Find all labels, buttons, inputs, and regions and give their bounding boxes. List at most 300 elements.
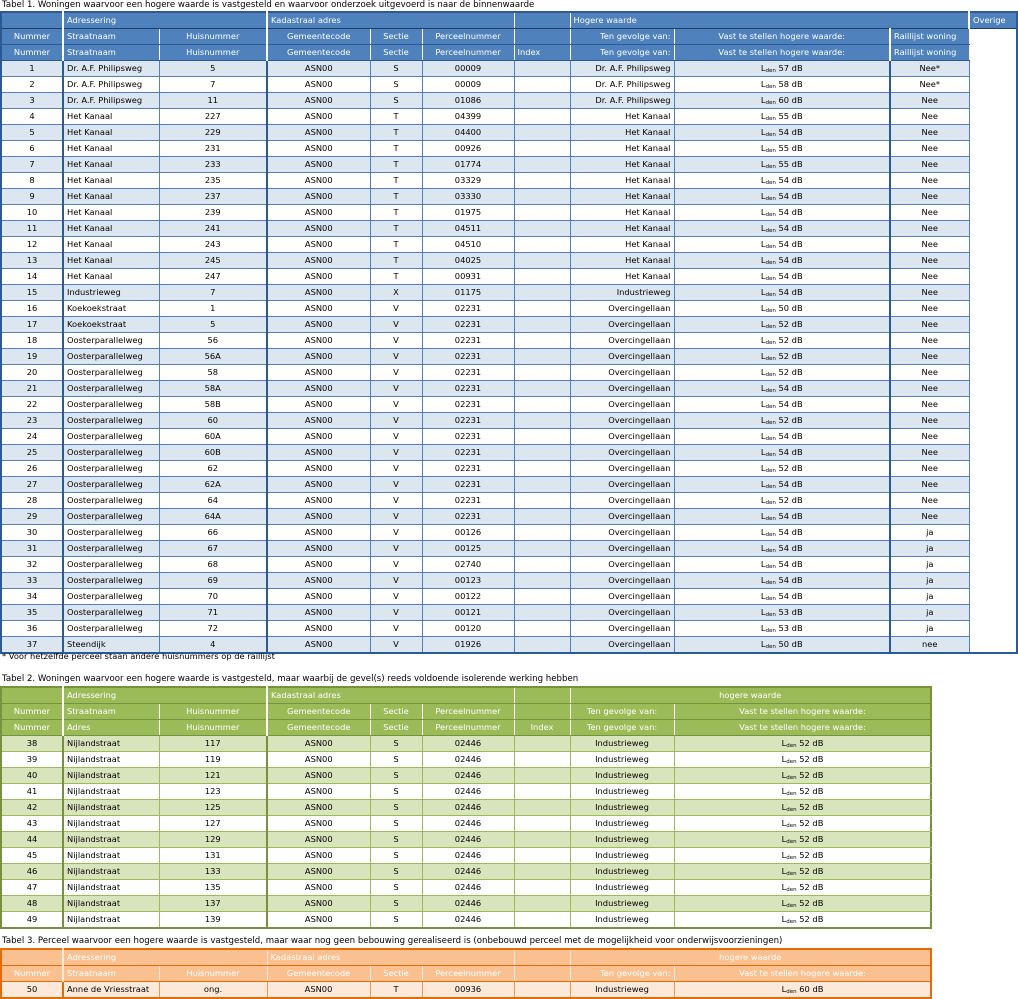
municipality-code: ASN00 bbox=[267, 189, 370, 205]
column-header: Gemeentecode bbox=[267, 704, 370, 720]
rail-list-dwelling: Nee bbox=[890, 509, 969, 525]
unit-base: L bbox=[760, 127, 766, 137]
rail-list-dwelling: Nee bbox=[890, 365, 969, 381]
municipality-code: ASN00 bbox=[267, 157, 370, 173]
value-text: 54 dB bbox=[778, 383, 803, 393]
header-blank bbox=[1, 12, 63, 29]
parcel-number: 02740 bbox=[422, 557, 514, 573]
street-name: Oosterparallelweg bbox=[63, 541, 159, 557]
unit-sub: den bbox=[765, 356, 776, 362]
row-number: 34 bbox=[1, 589, 63, 605]
header-blank bbox=[514, 949, 570, 966]
higher-value bbox=[674, 637, 890, 654]
row-number: 27 bbox=[1, 477, 63, 493]
unit-base: L bbox=[760, 495, 766, 505]
table-row bbox=[1, 573, 1017, 589]
index bbox=[514, 333, 570, 349]
index bbox=[514, 621, 570, 637]
unit-base: L bbox=[760, 607, 766, 617]
parcel-number: 02446 bbox=[422, 768, 514, 784]
table-row bbox=[1, 77, 1017, 93]
value-text: 54 dB bbox=[778, 175, 803, 185]
table-row bbox=[1, 301, 1017, 317]
rail-list-dwelling: Nee* bbox=[890, 61, 969, 77]
index bbox=[514, 77, 570, 93]
street-name: Het Kanaal bbox=[63, 189, 159, 205]
rail-list-dwelling: Nee bbox=[890, 397, 969, 413]
house-number: 58B bbox=[159, 397, 267, 413]
unit-base: L bbox=[781, 984, 787, 994]
higher-value bbox=[674, 982, 931, 999]
row-number: 28 bbox=[1, 493, 63, 509]
house-number: 231 bbox=[159, 141, 267, 157]
column-header: Huisnummer bbox=[159, 45, 267, 61]
unit-base: L bbox=[760, 543, 766, 553]
value-text: 60 dB bbox=[799, 984, 824, 994]
unit-sub: den bbox=[765, 580, 776, 586]
parcel-number: 02446 bbox=[422, 832, 514, 848]
row-number: 25 bbox=[1, 445, 63, 461]
unit-base: L bbox=[760, 287, 766, 297]
parcel-number: 02446 bbox=[422, 752, 514, 768]
table-row bbox=[1, 141, 1017, 157]
table-row bbox=[1, 317, 1017, 333]
section: T bbox=[370, 269, 422, 285]
row-number: 16 bbox=[1, 301, 63, 317]
table-row bbox=[1, 397, 1017, 413]
higher-value bbox=[674, 301, 890, 317]
table-row bbox=[1, 237, 1017, 253]
unit-sub: den bbox=[765, 100, 776, 106]
street-name: Oosterparallelweg bbox=[63, 413, 159, 429]
column-header: Sectie bbox=[370, 29, 422, 45]
row-number: 14 bbox=[1, 269, 63, 285]
table-row bbox=[1, 752, 931, 768]
unit-sub: den bbox=[765, 468, 776, 474]
higher-value bbox=[674, 784, 931, 800]
house-number: 56 bbox=[159, 333, 267, 349]
header-blank bbox=[1, 949, 63, 966]
parcel-number: 01774 bbox=[422, 157, 514, 173]
table2-title: Tabel 2. Woningen waarvoor een hogere waarde is vastgesteld, maar waarbij de gevel(s) reeds voldoende isolerende werking hebben bbox=[2, 674, 579, 684]
municipality-code: ASN00 bbox=[267, 573, 370, 589]
section: S bbox=[370, 768, 422, 784]
parcel-number: 02231 bbox=[422, 317, 514, 333]
section: S bbox=[370, 896, 422, 912]
unit-base: L bbox=[781, 914, 787, 924]
section: S bbox=[370, 912, 422, 929]
rail-list-dwelling: Nee bbox=[890, 317, 969, 333]
table-row bbox=[1, 445, 1017, 461]
column-header: Vast te stellen hogere waarde: bbox=[674, 720, 931, 736]
value-text: 52 dB bbox=[799, 786, 824, 796]
section: V bbox=[370, 317, 422, 333]
parcel-number: 00926 bbox=[422, 141, 514, 157]
parcel-number: 02231 bbox=[422, 349, 514, 365]
unit-base: L bbox=[781, 738, 787, 748]
municipality-code: ASN00 bbox=[267, 864, 370, 880]
row-number: 39 bbox=[1, 752, 63, 768]
municipality-code: ASN00 bbox=[267, 205, 370, 221]
table-row bbox=[1, 461, 1017, 477]
column-header: Nummer bbox=[1, 720, 63, 736]
street-name: Dr. A.F. Philipsweg bbox=[63, 61, 159, 77]
index bbox=[514, 397, 570, 413]
unit-sub: den bbox=[765, 276, 776, 282]
table1-title: Tabel 1. Woningen waarvoor een hogere waarde is vastgesteld en waarvoor onderzoek uitgevoerd is naar de binnenwaarde bbox=[2, 0, 535, 10]
rail-list-dwelling: Nee bbox=[890, 109, 969, 125]
street-name: Industrieweg bbox=[63, 285, 159, 301]
parcel-number: 04400 bbox=[422, 125, 514, 141]
municipality-code: ASN00 bbox=[267, 621, 370, 637]
rail-list-dwelling: Nee bbox=[890, 429, 969, 445]
unit-base: L bbox=[781, 754, 787, 764]
value-text: 55 dB bbox=[778, 159, 803, 169]
caused-by: Overcingellaan bbox=[570, 301, 674, 317]
section: S bbox=[370, 752, 422, 768]
caused-by: Overcingellaan bbox=[570, 493, 674, 509]
unit-sub: den bbox=[786, 759, 797, 765]
parcel-number: 00123 bbox=[422, 573, 514, 589]
unit-base: L bbox=[760, 527, 766, 537]
higher-value bbox=[674, 768, 931, 784]
street-name: Oosterparallelweg bbox=[63, 589, 159, 605]
unit-base: L bbox=[781, 898, 787, 908]
rail-list-dwelling: ja bbox=[890, 605, 969, 621]
table-row bbox=[1, 157, 1017, 173]
unit-sub: den bbox=[765, 404, 776, 410]
higher-value bbox=[674, 832, 931, 848]
table-row bbox=[1, 557, 1017, 573]
unit-sub: den bbox=[765, 532, 776, 538]
section: V bbox=[370, 573, 422, 589]
municipality-code: ASN00 bbox=[267, 173, 370, 189]
row-number: 40 bbox=[1, 768, 63, 784]
index bbox=[514, 477, 570, 493]
section: T bbox=[370, 173, 422, 189]
table-row bbox=[1, 896, 931, 912]
index bbox=[514, 125, 570, 141]
unit-base: L bbox=[760, 575, 766, 585]
unit-base: L bbox=[781, 834, 787, 844]
section: V bbox=[370, 461, 422, 477]
value-text: 57 dB bbox=[778, 63, 803, 73]
parcel-number: 01926 bbox=[422, 637, 514, 654]
section: S bbox=[370, 93, 422, 109]
table3-title: Tabel 3. Perceel waarvoor een hogere waarde is vastgesteld, maar waar nog geen bebouwing gerealiseerd is (onbebouwd perceel met de mogelijkheid voor onderwijsvoorzieningen) bbox=[2, 936, 783, 946]
value-text: 52 dB bbox=[778, 463, 803, 473]
unit-sub: den bbox=[765, 548, 776, 554]
caused-by: Overcingellaan bbox=[570, 525, 674, 541]
index bbox=[514, 173, 570, 189]
parcel-number: 04399 bbox=[422, 109, 514, 125]
rail-list-dwelling: Nee bbox=[890, 189, 969, 205]
municipality-code: ASN00 bbox=[267, 736, 370, 752]
column-header: Huisnummer bbox=[159, 720, 267, 736]
higher-value bbox=[674, 141, 890, 157]
unit-sub: den bbox=[765, 180, 776, 186]
row-number: 5 bbox=[1, 125, 63, 141]
rail-list-dwelling: Nee bbox=[890, 141, 969, 157]
house-number: 62 bbox=[159, 461, 267, 477]
row-number: 36 bbox=[1, 621, 63, 637]
unit-sub: den bbox=[765, 212, 776, 218]
house-number: 239 bbox=[159, 205, 267, 221]
municipality-code: ASN00 bbox=[267, 752, 370, 768]
group-overige: Overige bbox=[969, 12, 1017, 29]
column-header: Ten gevolge van: bbox=[570, 45, 674, 61]
higher-value bbox=[674, 429, 890, 445]
row-number: 30 bbox=[1, 525, 63, 541]
rail-list-dwelling: Nee bbox=[890, 477, 969, 493]
section: V bbox=[370, 413, 422, 429]
row-number: 2 bbox=[1, 77, 63, 93]
house-number: 119 bbox=[159, 752, 267, 768]
index bbox=[514, 285, 570, 301]
street-name: Oosterparallelweg bbox=[63, 381, 159, 397]
unit-sub: den bbox=[786, 919, 797, 925]
caused-by: Industrieweg bbox=[570, 285, 674, 301]
table-row bbox=[1, 205, 1017, 221]
house-number: 137 bbox=[159, 896, 267, 912]
row-number: 15 bbox=[1, 285, 63, 301]
row-number: 12 bbox=[1, 237, 63, 253]
municipality-code: ASN00 bbox=[267, 477, 370, 493]
group-kadastraal: Kadastraal adres bbox=[267, 687, 514, 704]
street-name: Oosterparallelweg bbox=[63, 621, 159, 637]
municipality-code: ASN00 bbox=[267, 317, 370, 333]
parcel-number: 02231 bbox=[422, 365, 514, 381]
value-text: 52 dB bbox=[778, 415, 803, 425]
unit-base: L bbox=[781, 818, 787, 828]
group-kadastraal: Kadastraal adres bbox=[267, 949, 514, 966]
section: S bbox=[370, 61, 422, 77]
house-number: 135 bbox=[159, 880, 267, 896]
table-row bbox=[1, 221, 1017, 237]
caused-by: Overcingellaan bbox=[570, 429, 674, 445]
house-number: 64 bbox=[159, 493, 267, 509]
section: V bbox=[370, 637, 422, 654]
rail-list-dwelling: Nee bbox=[890, 221, 969, 237]
house-number: 7 bbox=[159, 285, 267, 301]
rail-list-dwelling: Nee bbox=[890, 173, 969, 189]
caused-by: Het Kanaal bbox=[570, 109, 674, 125]
higher-value bbox=[674, 317, 890, 333]
value-text: 52 dB bbox=[799, 754, 824, 764]
street-name: Het Kanaal bbox=[63, 253, 159, 269]
street-name: Dr. A.F. Philipsweg bbox=[63, 93, 159, 109]
index bbox=[514, 157, 570, 173]
street-name: Nijlandstraat bbox=[63, 816, 159, 832]
row-number: 19 bbox=[1, 349, 63, 365]
unit-sub: den bbox=[765, 308, 776, 314]
group-hogere-waarde: Hogere waarde bbox=[570, 12, 969, 29]
caused-by: Industrieweg bbox=[570, 848, 674, 864]
unit-sub: den bbox=[786, 887, 797, 893]
parcel-number: 00936 bbox=[422, 982, 514, 999]
section: T bbox=[370, 157, 422, 173]
column-header: Vast te stellen hogere waarde: bbox=[674, 704, 931, 720]
house-number: 237 bbox=[159, 189, 267, 205]
row-number: 35 bbox=[1, 605, 63, 621]
parcel-number: 00009 bbox=[422, 61, 514, 77]
caused-by: Het Kanaal bbox=[570, 189, 674, 205]
section: T bbox=[370, 982, 422, 999]
higher-value bbox=[674, 109, 890, 125]
higher-value bbox=[674, 477, 890, 493]
column-header: Index bbox=[514, 720, 570, 736]
row-number: 47 bbox=[1, 880, 63, 896]
table-row bbox=[1, 525, 1017, 541]
row-number: 42 bbox=[1, 800, 63, 816]
group-kadastraal: Kadastraal adres bbox=[267, 12, 514, 29]
column-header: Perceelnummer bbox=[422, 720, 514, 736]
column-header: Ten gevolge van: bbox=[570, 966, 674, 982]
rail-list-dwelling: Nee bbox=[890, 157, 969, 173]
higher-value bbox=[674, 880, 931, 896]
caused-by: Het Kanaal bbox=[570, 157, 674, 173]
street-name: Oosterparallelweg bbox=[63, 493, 159, 509]
parcel-number: 00125 bbox=[422, 541, 514, 557]
section: S bbox=[370, 736, 422, 752]
value-text: 54 dB bbox=[778, 559, 803, 569]
caused-by: Het Kanaal bbox=[570, 269, 674, 285]
caused-by: Industrieweg bbox=[570, 768, 674, 784]
value-text: 52 dB bbox=[799, 914, 824, 924]
unit-base: L bbox=[760, 623, 766, 633]
row-number: 24 bbox=[1, 429, 63, 445]
street-name: Anne de Vriesstraat bbox=[63, 982, 159, 999]
row-number: 7 bbox=[1, 157, 63, 173]
house-number: 70 bbox=[159, 589, 267, 605]
table-row bbox=[1, 589, 1017, 605]
table-row bbox=[1, 253, 1017, 269]
value-text: 52 dB bbox=[799, 866, 824, 876]
caused-by: Het Kanaal bbox=[570, 237, 674, 253]
row-number: 37 bbox=[1, 637, 63, 654]
value-text: 52 dB bbox=[799, 850, 824, 860]
index bbox=[514, 205, 570, 221]
column-header: Raillijst woning bbox=[890, 45, 969, 61]
unit-base: L bbox=[760, 335, 766, 345]
unit-sub: den bbox=[765, 564, 776, 570]
column-header: Gemeentecode bbox=[267, 45, 370, 61]
value-text: 52 dB bbox=[799, 818, 824, 828]
caused-by: Overcingellaan bbox=[570, 461, 674, 477]
unit-sub: den bbox=[765, 260, 776, 266]
value-text: 54 dB bbox=[778, 127, 803, 137]
higher-value bbox=[674, 61, 890, 77]
index bbox=[514, 109, 570, 125]
caused-by: Overcingellaan bbox=[570, 317, 674, 333]
street-name: Nijlandstraat bbox=[63, 848, 159, 864]
column-header: Vast te stellen hogere waarde: bbox=[674, 45, 890, 61]
higher-value bbox=[674, 93, 890, 109]
table-row bbox=[1, 784, 931, 800]
street-name: Oosterparallelweg bbox=[63, 525, 159, 541]
unit-sub: den bbox=[765, 84, 776, 90]
unit-base: L bbox=[760, 591, 766, 601]
section: V bbox=[370, 397, 422, 413]
caused-by: Het Kanaal bbox=[570, 141, 674, 157]
street-name: Nijlandstraat bbox=[63, 832, 159, 848]
house-number: 125 bbox=[159, 800, 267, 816]
column-header: Perceelnummer bbox=[422, 966, 514, 982]
caused-by: Overcingellaan bbox=[570, 397, 674, 413]
unit-base: L bbox=[760, 111, 766, 121]
table1 bbox=[0, 11, 1018, 654]
section: V bbox=[370, 365, 422, 381]
section: V bbox=[370, 557, 422, 573]
caused-by: Overcingellaan bbox=[570, 413, 674, 429]
table2-group-row bbox=[1, 687, 931, 704]
unit-base: L bbox=[760, 415, 766, 425]
street-name: Het Kanaal bbox=[63, 109, 159, 125]
row-number: 4 bbox=[1, 109, 63, 125]
section: T bbox=[370, 125, 422, 141]
index bbox=[514, 637, 570, 654]
index bbox=[514, 848, 570, 864]
municipality-code: ASN00 bbox=[267, 525, 370, 541]
group-hogere-waarde: hogere waarde bbox=[570, 687, 931, 704]
unit-sub: den bbox=[765, 116, 776, 122]
unit-sub: den bbox=[786, 903, 797, 909]
rail-list-dwelling: ja bbox=[890, 573, 969, 589]
unit-base: L bbox=[760, 79, 766, 89]
unit-base: L bbox=[760, 639, 766, 649]
section: V bbox=[370, 541, 422, 557]
caused-by: Dr. A.F. Philipsweg bbox=[570, 93, 674, 109]
table-row bbox=[1, 832, 931, 848]
higher-value bbox=[674, 752, 931, 768]
rail-list-dwelling: Nee* bbox=[890, 77, 969, 93]
unit-base: L bbox=[760, 143, 766, 153]
municipality-code: ASN00 bbox=[267, 445, 370, 461]
unit-sub: den bbox=[765, 500, 776, 506]
row-number: 13 bbox=[1, 253, 63, 269]
higher-value bbox=[674, 605, 890, 621]
street-name: Nijlandstraat bbox=[63, 896, 159, 912]
street-name: Nijlandstraat bbox=[63, 864, 159, 880]
parcel-number: 02231 bbox=[422, 333, 514, 349]
section: V bbox=[370, 381, 422, 397]
street-name: Oosterparallelweg bbox=[63, 477, 159, 493]
index bbox=[514, 800, 570, 816]
municipality-code: ASN00 bbox=[267, 461, 370, 477]
row-number: 21 bbox=[1, 381, 63, 397]
section: T bbox=[370, 205, 422, 221]
row-number: 49 bbox=[1, 912, 63, 929]
municipality-code: ASN00 bbox=[267, 912, 370, 929]
column-header: Vast te stellen hogere waarde: bbox=[674, 29, 890, 45]
table-row bbox=[1, 621, 1017, 637]
caused-by: Industrieweg bbox=[570, 864, 674, 880]
table-row bbox=[1, 912, 931, 929]
index bbox=[514, 912, 570, 929]
parcel-number: 01975 bbox=[422, 205, 514, 221]
table-row bbox=[1, 173, 1017, 189]
street-name: Oosterparallelweg bbox=[63, 509, 159, 525]
section: S bbox=[370, 848, 422, 864]
municipality-code: ASN00 bbox=[267, 768, 370, 784]
municipality-code: ASN00 bbox=[267, 982, 370, 999]
house-number: ong. bbox=[159, 982, 267, 999]
house-number: 227 bbox=[159, 109, 267, 125]
unit-base: L bbox=[781, 786, 787, 796]
caused-by: Industrieweg bbox=[570, 752, 674, 768]
row-number: 20 bbox=[1, 365, 63, 381]
house-number: 68 bbox=[159, 557, 267, 573]
